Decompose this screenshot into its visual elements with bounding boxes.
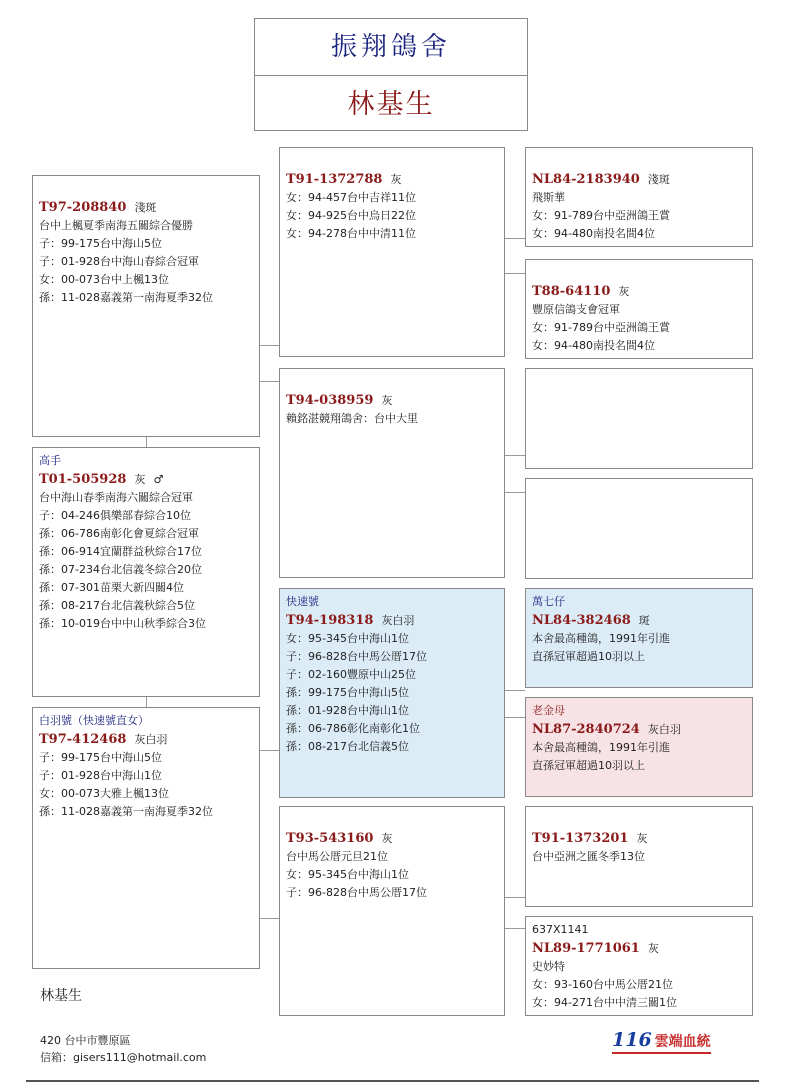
ring-number: T01-505928 [39, 472, 127, 487]
record-line: 本舍最高種鴿，1991年引進 [532, 741, 670, 754]
ring-number: T91-1372788 [286, 172, 383, 187]
connector [259, 750, 279, 751]
record-line: 子：01-928台中海山春綜合冠軍 [39, 255, 199, 268]
record-line: 女：95-345台中海山1位 [286, 868, 409, 881]
dam-sire-dam-card[interactable] [525, 697, 753, 797]
color: 灰 [381, 394, 393, 407]
owner-name: 林基生 [347, 89, 435, 120]
nickname: 老金母 [532, 704, 565, 717]
connector [504, 492, 525, 493]
record-line: 女：94-480南投名間4位 [532, 227, 655, 240]
record-line: 台中馬公厝元旦21位 [286, 850, 388, 863]
color: 灰 [381, 832, 393, 845]
dam-sire-sire-card[interactable] [525, 588, 753, 688]
record-line: 女：94-457台中吉祥11位 [286, 191, 416, 204]
ring-number: NL89-1771061 [532, 941, 640, 956]
record-line: 子：96-828台中馬公厝17位 [286, 650, 427, 663]
record-line: 史妙特 [532, 960, 565, 973]
record-line: 子：02-160豐原中山25位 [286, 668, 416, 681]
ring-number: T91-1373201 [532, 831, 629, 846]
color: 斑 [638, 614, 650, 627]
sire-sire-sire-card[interactable] [525, 147, 753, 247]
record-line: 孫：08-217台北信義5位 [286, 740, 409, 753]
connector [146, 697, 147, 707]
record-line: 孫：99-175台中海山5位 [286, 686, 409, 699]
record-line: 子：99-175台中海山5位 [39, 237, 162, 250]
record-line: 女：00-073台中上楓13位 [39, 273, 169, 286]
record-line: 女：00-073大雅上楓13位 [39, 787, 169, 800]
connector [259, 918, 279, 919]
ring-number: NL87-2840724 [532, 722, 640, 737]
address: 420 台中市豐原區 [40, 1034, 131, 1047]
record-line: 豐原信鴿支會冠軍 [532, 303, 620, 316]
sire-dam-sire-card[interactable] [525, 368, 753, 469]
self-card[interactable] [32, 447, 260, 697]
connector [259, 345, 279, 346]
color: 淺斑 [134, 201, 157, 214]
logo-underline [612, 1052, 711, 1054]
connector [504, 897, 525, 898]
ring-number: T97-412468 [39, 732, 127, 747]
bottom-divider [26, 1080, 759, 1082]
record-line: 孫：11-028嘉義第一南海夏季32位 [39, 291, 213, 304]
record-line: 孫：06-786南彰化會夏綜合冠軍 [39, 527, 199, 540]
dam-dam-card[interactable] [279, 806, 505, 1016]
dam-card[interactable] [32, 707, 260, 969]
record-line: 子：04-246俱樂部春綜合10位 [39, 509, 191, 522]
color: 灰 [618, 285, 630, 298]
record-line: 子：99-175台中海山5位 [39, 751, 162, 764]
connector [504, 928, 525, 929]
ring-number: T94-198318 [286, 613, 374, 628]
dam-dam-sire-card[interactable] [525, 806, 753, 907]
record-line: 賴銘湛競翔鴿舍：台中大里 [286, 412, 418, 425]
email-link[interactable]: 信箱：gisers111@hotmail.com [40, 1051, 207, 1064]
record-line: 女：93-160台中馬公厝21位 [532, 978, 673, 991]
color: 灰白羽 [647, 723, 681, 736]
connector [504, 690, 525, 691]
record-line: 孫：07-234台北信義冬綜合20位 [39, 563, 202, 576]
record-line: 女：94-271台中中清三關1位 [532, 996, 677, 1009]
record-line: 子：01-928台中海山1位 [39, 769, 162, 782]
record-line: 本舍最高種鴿，1991年引進 [532, 632, 670, 645]
ring-number: T93-543160 [286, 831, 374, 846]
connector [146, 437, 147, 447]
record-line: 台中海山春季南海六關綜合冠軍 [39, 491, 193, 504]
connector [504, 455, 525, 456]
connector [504, 238, 525, 239]
sire-sire-card[interactable] [279, 147, 505, 357]
ring-number: NL84-382468 [532, 613, 631, 628]
brand-logo[interactable] [612, 1029, 711, 1051]
record-line: 孫：10-019台中中山秋季綜合3位 [39, 617, 206, 630]
record-line: 女：95-345台中海山1位 [286, 632, 409, 645]
contact-info [40, 1032, 206, 1066]
color: 灰白羽 [134, 733, 168, 746]
color: 灰 [636, 832, 648, 845]
logo-number: 116 [612, 1029, 652, 1051]
connector [504, 717, 525, 718]
record-line: 女：94-278台中中清11位 [286, 227, 416, 240]
record-line: 直孫冠軍超過10羽以上 [532, 650, 645, 663]
record-line: 女：94-925台中烏日22位 [286, 209, 416, 222]
sire-dam-card[interactable] [279, 368, 505, 578]
color: 灰 [134, 473, 146, 486]
record-line: 女：94-480南投名間4位 [532, 339, 655, 352]
ring-number: T88-64110 [532, 284, 611, 299]
nickname: 白羽號（快速號直女） [39, 714, 149, 727]
footer-owner: 林基生 [40, 988, 82, 1004]
record-line: 孫：01-928台中海山1位 [286, 704, 409, 717]
record-line: 飛斯華 [532, 191, 565, 204]
record-line: 孫：08-217台北信義秋綜合5位 [39, 599, 195, 612]
record-line: 孫：06-914宜蘭群益秋綜合17位 [39, 545, 202, 558]
dam-dam-dam-card[interactable] [525, 916, 753, 1016]
record-line: 台中亞洲之匯冬季13位 [532, 850, 645, 863]
connector [504, 273, 525, 274]
title-box [254, 18, 528, 131]
sire-dam-dam-card[interactable] [525, 478, 753, 579]
color: 灰 [390, 173, 402, 186]
nickname: 637X1141 [532, 923, 589, 936]
nickname: 萬七仔 [532, 595, 565, 608]
sire-sire-dam-card[interactable] [525, 259, 753, 359]
record-line: 孫：06-786彰化南彰化1位 [286, 722, 420, 735]
dam-sire-card[interactable] [279, 588, 505, 798]
connector [259, 381, 279, 382]
record-line: 女：91-789台中亞洲鴿王賞 [532, 321, 670, 334]
record-line: 台中上楓夏季南海五關綜合優勝 [39, 219, 193, 232]
record-line: 孫：07-301苗栗大新四關4位 [39, 581, 184, 594]
nickname: 高手 [39, 454, 61, 467]
ring-number: T94-038959 [286, 393, 374, 408]
ring-number: T97-208840 [39, 200, 127, 215]
color: 灰 [647, 942, 659, 955]
record-line: 直孫冠軍超過10羽以上 [532, 759, 645, 772]
male-icon: ♂ [153, 473, 164, 486]
ring-number: NL84-2183940 [532, 172, 640, 187]
record-line: 女：91-789台中亞洲鴿王賞 [532, 209, 670, 222]
loft-name: 振翔鴿舍 [255, 19, 527, 76]
record-line: 孫：11-028嘉義第一南海夏季32位 [39, 805, 213, 818]
logo-text: 雲端血統 [654, 1034, 711, 1050]
nickname: 快速號 [286, 595, 319, 608]
color: 灰白羽 [381, 614, 415, 627]
color: 淺斑 [647, 173, 670, 186]
sire-card[interactable] [32, 175, 260, 437]
record-line: 子：96-828台中馬公厝17位 [286, 886, 427, 899]
